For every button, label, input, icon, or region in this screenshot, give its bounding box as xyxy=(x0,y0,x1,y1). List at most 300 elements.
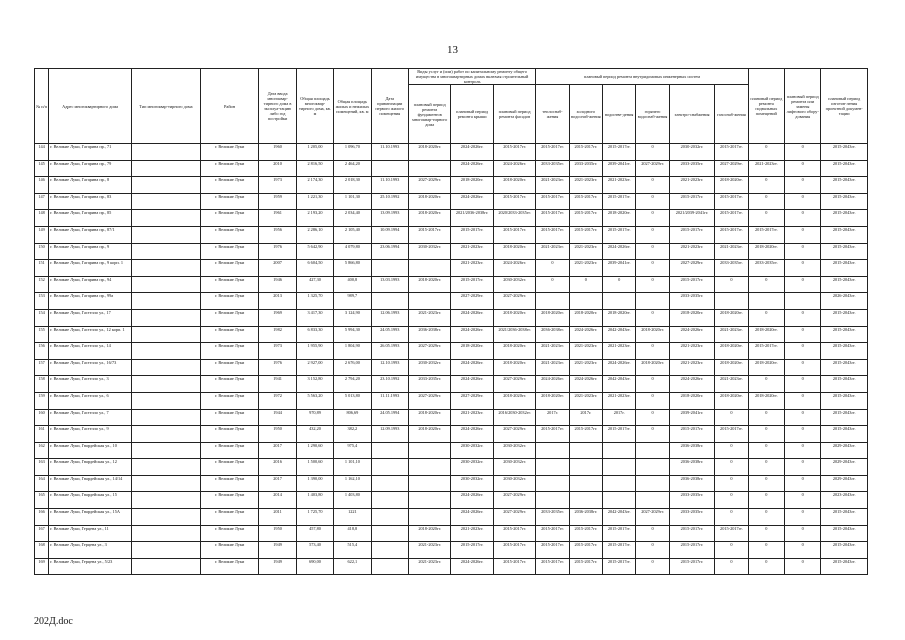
cell-living: 806,69 xyxy=(334,409,371,426)
cell-cold xyxy=(569,442,602,459)
cell-priv: 12.09.1993 xyxy=(371,426,408,443)
cell-year: 1956 xyxy=(259,226,296,243)
cell-total: 2 927,00 xyxy=(296,359,333,376)
cell-sewer: 2021-2023гг. xyxy=(603,343,636,360)
cell-cold: 2036-2038гг. xyxy=(569,509,602,526)
cell-living: 1 096,70 xyxy=(334,144,371,161)
cell-electro: 2021/2039-2041гг. xyxy=(669,210,714,227)
cell-hot: 0 xyxy=(636,558,669,575)
cell-year: 1972 xyxy=(259,392,296,409)
cell-found: 2018-2020гг. xyxy=(408,210,450,227)
repair-plan-table xyxy=(34,68,868,575)
table-row xyxy=(35,392,868,409)
cell-hot: 2018-2020гг. xyxy=(636,359,669,376)
cell-num: 151 xyxy=(35,260,49,277)
header-sewer: водоотве-дения xyxy=(603,85,636,144)
cell-project: 2015-2043гг. xyxy=(821,376,868,393)
cell-priv: 13.09.1993 xyxy=(371,210,408,227)
cell-facade: 2030-2032гг. xyxy=(493,276,535,293)
cell-living: 3 124,90 xyxy=(334,309,371,326)
cell-gas: 0 xyxy=(715,442,748,459)
cell-found xyxy=(408,293,450,310)
cell-hot: 0 xyxy=(636,376,669,393)
cell-district: г. Великие Луки xyxy=(200,260,259,277)
cell-facade: 2016/2030-2032гг. xyxy=(493,409,535,426)
cell-cold: 2015-2017гг. xyxy=(569,542,602,559)
cell-sewer: 2017г. xyxy=(603,409,636,426)
cell-found xyxy=(408,492,450,509)
cell-facade: 2030-2032гг. xyxy=(493,475,535,492)
table-body xyxy=(35,144,868,575)
table-row xyxy=(35,409,868,426)
cell-address: г. Великие Луки, Гастелло ул., 16/73 xyxy=(49,359,132,376)
cell-heat: 2021-2023гг. xyxy=(536,343,569,360)
cell-project: 2015-2043гг. xyxy=(821,359,868,376)
cell-elevator: 0 xyxy=(785,210,821,227)
cell-year: 1949 xyxy=(259,558,296,575)
cell-basement: 2018-2020гг. xyxy=(748,243,784,260)
header-services-group: Виды услуг и (или) работ по капитальному ремонту общего имущества в многоквартирных домах включая строительный контроль xyxy=(408,69,535,85)
cell-address: г. Великие Луки, Гастелло ул., 7 xyxy=(49,409,132,426)
cell-roof: 2015-2017гг. xyxy=(451,276,493,293)
cell-hot: 0 xyxy=(636,309,669,326)
cell-basement: 0 xyxy=(748,193,784,210)
cell-total: 1 403,80 xyxy=(296,492,333,509)
cell-type xyxy=(132,359,201,376)
cell-type xyxy=(132,193,201,210)
cell-roof: 2024-2026гг. xyxy=(451,359,493,376)
cell-district: г. Великие Луки xyxy=(200,276,259,293)
cell-hot xyxy=(636,492,669,509)
cell-roof: 2024-2026гг. xyxy=(451,558,493,575)
cell-elevator: 0 xyxy=(785,509,821,526)
table-row xyxy=(35,459,868,476)
cell-project: 2015-2043гг. xyxy=(821,542,868,559)
cell-basement: 0 xyxy=(748,509,784,526)
cell-district: г. Великие Луки xyxy=(200,542,259,559)
header-foundation: плановый период ремонта фундаментов многоквар-тирного дома xyxy=(408,85,450,144)
table-row xyxy=(35,326,868,343)
cell-electro: 2033-2035гг. xyxy=(669,293,714,310)
header-living-area: Общая площадь жилых и нежилых помещений, кв. м xyxy=(334,69,371,144)
cell-year: 1944 xyxy=(259,409,296,426)
cell-electro: 2033-2035гг. xyxy=(669,160,714,177)
cell-hot xyxy=(636,459,669,476)
header-type: Тип многоквар-тирного дома xyxy=(132,69,201,144)
cell-type xyxy=(132,459,201,476)
cell-total: 2 193,20 xyxy=(296,210,333,227)
cell-sewer: 2024-2026гг. xyxy=(603,243,636,260)
cell-gas: 0 xyxy=(715,558,748,575)
cell-type xyxy=(132,226,201,243)
cell-year: 2017 xyxy=(259,475,296,492)
cell-cold: 2017г. xyxy=(569,409,602,426)
header-total-area: Общая площадь многоквар-тирного дома, кв. м xyxy=(296,69,333,144)
cell-priv xyxy=(371,509,408,526)
cell-roof: 2024-2026гг. xyxy=(451,509,493,526)
cell-sewer xyxy=(603,492,636,509)
cell-heat: 2018-2020гг. xyxy=(536,309,569,326)
cell-electro: 2015-2017гг. xyxy=(669,426,714,443)
cell-cold: 2015-2017гг. xyxy=(569,426,602,443)
cell-project: 2015-2043гг. xyxy=(821,409,868,426)
table-row xyxy=(35,509,868,526)
cell-elevator: 0 xyxy=(785,376,821,393)
cell-year: 1973 xyxy=(259,177,296,194)
cell-elevator: 0 xyxy=(785,475,821,492)
header-electro: электро-снабжения xyxy=(669,85,714,144)
cell-elevator: 0 xyxy=(785,392,821,409)
cell-found: 2018-2020гг. xyxy=(408,409,450,426)
cell-address: г. Великие Луки, Гагарина пр., 99а xyxy=(49,293,132,310)
cell-num: 169 xyxy=(35,558,49,575)
cell-roof: 2024-2026гг. xyxy=(451,144,493,161)
cell-roof: 2024-2026гг. xyxy=(451,376,493,393)
cell-priv xyxy=(371,459,408,476)
cell-project: 2023-2043гг. xyxy=(821,492,868,509)
cell-heat xyxy=(536,475,569,492)
cell-year: 2017 xyxy=(259,442,296,459)
cell-total: 1 221,30 xyxy=(296,193,333,210)
cell-electro: 2015-2017гг. xyxy=(669,525,714,542)
cell-electro: 2021-2023гг. xyxy=(669,343,714,360)
cell-basement: 0 xyxy=(748,426,784,443)
cell-cold xyxy=(569,475,602,492)
cell-sewer: 2018-2020гг. xyxy=(603,309,636,326)
cell-cold: 2021-2023гг. xyxy=(569,243,602,260)
cell-sewer: 2042-2043гг. xyxy=(603,509,636,526)
cell-roof: 2021-2023гг. xyxy=(451,409,493,426)
cell-year: 1949 xyxy=(259,542,296,559)
cell-basement: 2015-2017гг. xyxy=(748,226,784,243)
cell-hot xyxy=(636,293,669,310)
cell-hot: 0 xyxy=(636,343,669,360)
cell-basement: 0 xyxy=(748,459,784,476)
cell-district: г. Великие Луки xyxy=(200,226,259,243)
cell-priv xyxy=(371,160,408,177)
cell-electro: 2030-2032гг. xyxy=(669,144,714,161)
cell-electro: 2021-2023гг. xyxy=(669,243,714,260)
cell-found xyxy=(408,442,450,459)
cell-gas: 2015-2017гг. xyxy=(715,426,748,443)
cell-cold: 2015-2017гг. xyxy=(569,226,602,243)
cell-heat xyxy=(536,492,569,509)
cell-gas: 2015-2017гг. xyxy=(715,193,748,210)
cell-total: 2 286,10 xyxy=(296,226,333,243)
cell-cold: 2021-2023гг. xyxy=(569,392,602,409)
cell-roof: 2024-2026гг. xyxy=(451,193,493,210)
cell-priv: 25.10.1992 xyxy=(371,193,408,210)
cell-district: г. Великие Луки xyxy=(200,459,259,476)
cell-priv: 24.05.1994 xyxy=(371,409,408,426)
cell-elevator: 0 xyxy=(785,177,821,194)
cell-elevator: 0 xyxy=(785,359,821,376)
header-year: Дата ввода многоквар-тирного дома в эксплуа-тацию либо год постройки xyxy=(259,69,296,144)
cell-district: г. Великие Луки xyxy=(200,392,259,409)
cell-year: 1973 xyxy=(259,343,296,360)
cell-basement: 0 xyxy=(748,144,784,161)
cell-found: 2021-2023гг. xyxy=(408,542,450,559)
cell-total: 970,89 xyxy=(296,409,333,426)
cell-roof: 2021-2023гг. xyxy=(451,260,493,277)
table-row xyxy=(35,426,868,443)
cell-facade: 2018-2020гг. xyxy=(493,392,535,409)
cell-hot: 0 xyxy=(636,260,669,277)
cell-facade: 2015-2017гг. xyxy=(493,144,535,161)
cell-living: 622,1 xyxy=(334,558,371,575)
cell-project: 2015-2043гг. xyxy=(821,243,868,260)
cell-basement: 0 xyxy=(748,542,784,559)
table-row xyxy=(35,160,868,177)
cell-roof: 2024-2026гг. xyxy=(451,160,493,177)
cell-basement: 0 xyxy=(748,210,784,227)
cell-roof: 2018-2020гг. xyxy=(451,343,493,360)
cell-found: 2021-2023гг. xyxy=(408,558,450,575)
cell-type xyxy=(132,442,201,459)
cell-elevator: 0 xyxy=(785,309,821,326)
cell-hot: 0 xyxy=(636,210,669,227)
cell-district: г. Великие Луки xyxy=(200,426,259,443)
cell-type xyxy=(132,144,201,161)
cell-electro: 2015-2017гг. xyxy=(669,542,714,559)
cell-heat: 2015-2017гг. xyxy=(536,210,569,227)
cell-num: 163 xyxy=(35,459,49,476)
cell-living: 515,4 xyxy=(334,542,371,559)
cell-heat: 2036-2038гг. xyxy=(536,326,569,343)
cell-found: 2021-2023гг. xyxy=(408,309,450,326)
cell-project: 2015-2043гг. xyxy=(821,309,868,326)
cell-electro: 2021-2023гг. xyxy=(669,177,714,194)
cell-heat: 2015-2017гг. xyxy=(536,193,569,210)
cell-project: 2026-2043гг. xyxy=(821,293,868,310)
cell-project: 2015-2043гг. xyxy=(821,144,868,161)
cell-year: 1982 xyxy=(259,326,296,343)
cell-type xyxy=(132,475,201,492)
cell-found: 2015-2017гг. xyxy=(408,226,450,243)
cell-electro: 2021-2023гг. xyxy=(669,359,714,376)
cell-sewer: 2018-2020гг. xyxy=(603,210,636,227)
cell-address: г. Великие Луки, Герцена ул., 11 xyxy=(49,525,132,542)
cell-year: 1976 xyxy=(259,243,296,260)
header-district: Район xyxy=(200,69,259,144)
cell-district: г. Великие Луки xyxy=(200,409,259,426)
table-row xyxy=(35,343,868,360)
cell-found: 2027-2029гг. xyxy=(408,392,450,409)
cell-basement: 2021-2023гг. xyxy=(748,160,784,177)
cell-priv: 12.10.1993 xyxy=(371,359,408,376)
cell-heat: 0 xyxy=(536,276,569,293)
cell-living: 5 994,30 xyxy=(334,326,371,343)
header-num: № п/п xyxy=(35,69,49,144)
cell-gas: 2015-2017гг. xyxy=(715,525,748,542)
table-row xyxy=(35,193,868,210)
cell-type xyxy=(132,177,201,194)
cell-district: г. Великие Луки xyxy=(200,343,259,360)
cell-hot: 0 xyxy=(636,409,669,426)
cell-facade: 2015-2017гг. xyxy=(493,193,535,210)
cell-cold: 2021-2023гг. xyxy=(569,359,602,376)
cell-address: г. Великие Луки, Гагарина пр., 9 xyxy=(49,243,132,260)
cell-num: 162 xyxy=(35,442,49,459)
cell-living: 2 676,00 xyxy=(334,359,371,376)
cell-year: 1941 xyxy=(259,376,296,393)
cell-heat: 2015-2017гг. xyxy=(536,144,569,161)
cell-electro: 2018-2020гг. xyxy=(669,392,714,409)
header-privatization: Дата приватизации первого жилого помещения xyxy=(371,69,408,144)
table-row xyxy=(35,525,868,542)
table-row xyxy=(35,210,868,227)
cell-type xyxy=(132,525,201,542)
cell-num: 158 xyxy=(35,376,49,393)
cell-facade: 2027-2029гг. xyxy=(493,426,535,443)
cell-heat: 0 xyxy=(536,260,569,277)
cell-project: 2015-2043гг. xyxy=(821,226,868,243)
cell-elevator: 0 xyxy=(785,226,821,243)
cell-heat: 2018-2020гг. xyxy=(536,392,569,409)
cell-gas: 2018-2020гг. xyxy=(715,359,748,376)
header-facade: плановый период ремонта фасадов xyxy=(493,85,535,144)
cell-district: г. Великие Луки xyxy=(200,293,259,310)
cell-project: 2015-2043гг. xyxy=(821,193,868,210)
cell-gas: 2027-2029гг. xyxy=(715,160,748,177)
cell-num: 148 xyxy=(35,210,49,227)
cell-found: 2027-2029гг. xyxy=(408,343,450,360)
cell-heat: 2015-2017гг. xyxy=(536,426,569,443)
cell-facade: 2018-2020гг. xyxy=(493,359,535,376)
cell-total: 427,30 xyxy=(296,276,333,293)
cell-electro: 2015-2017гг. xyxy=(669,276,714,293)
cell-gas: 0 xyxy=(715,459,748,476)
cell-electro: 2033-2035гг. xyxy=(669,509,714,526)
cell-project: 2015-2043гг. xyxy=(821,177,868,194)
header-hot-water: горячего водоснаб-жения xyxy=(636,85,669,144)
cell-num: 161 xyxy=(35,426,49,443)
cell-hot: 2027-2029гг. xyxy=(636,509,669,526)
cell-total: 690,00 xyxy=(296,558,333,575)
cell-sewer xyxy=(603,475,636,492)
cell-num: 164 xyxy=(35,475,49,492)
cell-elevator: 0 xyxy=(785,160,821,177)
cell-cold: 2018-2020гг. xyxy=(569,309,602,326)
cell-num: 152 xyxy=(35,276,49,293)
cell-total: 432,20 xyxy=(296,426,333,443)
cell-total: 1 205,00 xyxy=(296,144,333,161)
cell-type xyxy=(132,309,201,326)
cell-gas xyxy=(715,293,748,310)
cell-facade: 2030-2032гг. xyxy=(493,459,535,476)
cell-elevator xyxy=(785,293,821,310)
cell-address: г. Великие Луки, Гвардейская ул., 15 xyxy=(49,492,132,509)
cell-total: 573,40 xyxy=(296,542,333,559)
cell-priv xyxy=(371,558,408,575)
cell-heat: 2015-2017гг. xyxy=(536,542,569,559)
cell-priv xyxy=(371,293,408,310)
cell-electro: 2039-2041гг. xyxy=(669,409,714,426)
cell-type xyxy=(132,210,201,227)
cell-found: 2027-2029гг. xyxy=(408,177,450,194)
cell-type xyxy=(132,542,201,559)
header-project: плановый период изготов-ления проектной докумен-тации xyxy=(821,69,868,144)
cell-facade: 2027-2029гг. xyxy=(493,492,535,509)
cell-sewer xyxy=(603,293,636,310)
cell-electro: 2036-2038гг. xyxy=(669,475,714,492)
cell-roof: 2024-2026гг. xyxy=(451,492,493,509)
cell-num: 166 xyxy=(35,509,49,526)
cell-hot: 2027-2029гг. xyxy=(636,160,669,177)
cell-sewer: 2015-2017гг. xyxy=(603,226,636,243)
cell-gas: 0 xyxy=(715,276,748,293)
table-row xyxy=(35,243,868,260)
cell-total: 3 417,30 xyxy=(296,309,333,326)
cell-elevator: 0 xyxy=(785,260,821,277)
cell-type xyxy=(132,243,201,260)
cell-sewer: 2015-2017гг. xyxy=(603,144,636,161)
cell-cold: 2015-2017гг. xyxy=(569,210,602,227)
cell-priv: 24.05.1993 xyxy=(371,326,408,343)
cell-year: 1969 xyxy=(259,309,296,326)
cell-heat: 2015-2017гг. xyxy=(536,525,569,542)
cell-year: 1950 xyxy=(259,525,296,542)
table-row xyxy=(35,492,868,509)
cell-heat xyxy=(536,459,569,476)
cell-heat xyxy=(536,293,569,310)
cell-facade: 2018-2020гг. xyxy=(493,243,535,260)
cell-roof: 2021-2023гг. xyxy=(451,243,493,260)
cell-type xyxy=(132,276,201,293)
cell-address: г. Великие Луки, Гагарина пр., 71 xyxy=(49,144,132,161)
cell-facade: 2030-2032гг. xyxy=(493,442,535,459)
cell-num: 147 xyxy=(35,193,49,210)
cell-facade: 2015-2017гг. xyxy=(493,542,535,559)
cell-elevator: 0 xyxy=(785,542,821,559)
cell-sewer: 2015-2017гг. xyxy=(603,558,636,575)
cell-living: 5 866,80 xyxy=(334,260,371,277)
cell-type xyxy=(132,426,201,443)
cell-district: г. Великие Луки xyxy=(200,210,259,227)
cell-sewer: 2024-2026гг. xyxy=(603,359,636,376)
cell-type xyxy=(132,409,201,426)
cell-elevator: 0 xyxy=(785,243,821,260)
cell-basement: 0 xyxy=(748,558,784,575)
cell-year: 2013 xyxy=(259,293,296,310)
cell-num: 145 xyxy=(35,160,49,177)
cell-heat: 2021-2023гг. xyxy=(536,243,569,260)
cell-heat: 2015-2017гг. xyxy=(536,558,569,575)
cell-cold: 2021-2023гг. xyxy=(569,343,602,360)
table-row xyxy=(35,542,868,559)
cell-facade: 2015-2017гг. xyxy=(493,525,535,542)
cell-electro: 2024-2026гг. xyxy=(669,326,714,343)
cell-cold: 2015-2017гг. xyxy=(569,558,602,575)
cell-total: 2 816,50 xyxy=(296,160,333,177)
cell-found: 2018-2020гг. xyxy=(408,193,450,210)
cell-project: 2015-2043гг. xyxy=(821,509,868,526)
cell-facade: 2024-2026гг. xyxy=(493,260,535,277)
cell-address: г. Великие Луки, Гагарина пр., 94 xyxy=(49,276,132,293)
cell-found: 2030-2032гг. xyxy=(408,243,450,260)
cell-district: г. Великие Луки xyxy=(200,509,259,526)
header-roof: плановый период ремонта крыши xyxy=(451,85,493,144)
footer-filename: 202Д.doc xyxy=(34,616,73,627)
cell-total: 5 563,20 xyxy=(296,392,333,409)
cell-found: 2030-2032гг. xyxy=(408,359,450,376)
cell-electro: 2018-2020гг. xyxy=(669,309,714,326)
cell-roof: 2027-2029гг. xyxy=(451,392,493,409)
cell-num: 165 xyxy=(35,492,49,509)
cell-district: г. Великие Луки xyxy=(200,359,259,376)
cell-hot: 0 xyxy=(636,542,669,559)
cell-district: г. Великие Луки xyxy=(200,442,259,459)
